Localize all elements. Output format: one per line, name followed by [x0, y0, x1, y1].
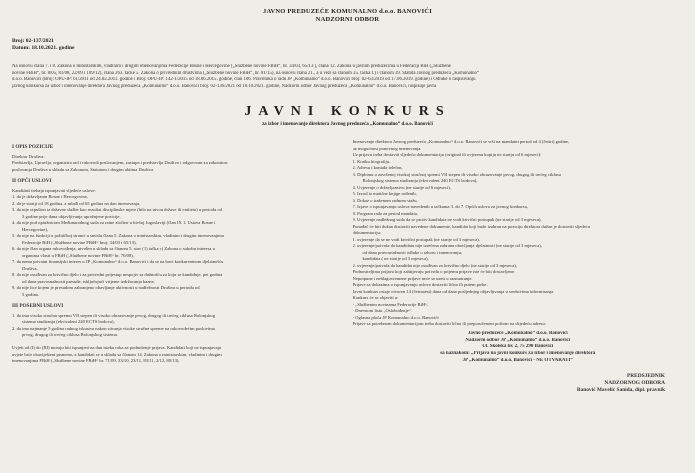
text-line: od dana pravosnažnosti odluke o izboru i imenovanju,	[362, 249, 463, 255]
text-line: Javni konkurs ostaje otvoren 14 (četrnaest) dana od dana posljednjeg objavljivanja u sredstvima informisanja.	[352, 288, 555, 294]
text-line: prvog, drugog ili trećeg ciklusa Bolonjskog sistema.	[22, 332, 118, 338]
reference-block	[12, 38, 683, 52]
text-line: Federacije BiH („Službene novine FBiH“ broj: 34/03 i 65/13),	[22, 239, 137, 245]
text-line: 2. uvjerenje/potvrda da kandidatu nije izrečena zabrana obavljanja djelatnosti (ne starije od 3 mjeseca),	[352, 243, 542, 249]
reference-number: Broj: 02-137/2021	[12, 38, 54, 44]
text-line: kandidata ( ne starije od 3 mjeseca),	[362, 256, 429, 262]
text-line: 1. uvjerenje da se ne vodi krivični postupak (ne starije od 3 mjeseca),	[352, 236, 480, 242]
text-line: - Oglasna ploča JP Komunalno d.o.o. Banovići	[352, 314, 439, 320]
section-general-text	[12, 188, 343, 299]
content-columns	[12, 139, 683, 393]
address-line: sa naznakom: „Prijava na javni konkurs za izbor i imenovanje direktora	[440, 351, 596, 357]
section-heading-general: II OPĆI USLOVI	[12, 178, 52, 185]
intro-line: d.o.o. Banovići (Broj: OPU-IP: 61/2011 od 24.02.2011. godine i Broj: OPU-IP: 142-1/2015 od 18.06.2015. godine, član 106. Pravilnika o radu JP „Komunalno“ d.o.o. Banovići broj: 02-63/2019 od 17.06.2019. godine) i Odluke o raspisivanju	[12, 77, 476, 83]
signature-line: NADZORNOG ODBORA	[604, 379, 665, 386]
text-line: Podnositeljima prijava koji zahtijevaju potvrdu o prijemu prijave iste će biti dostavljene.	[352, 269, 516, 275]
text-line: 9. Uvjerenje nadležnog suda da se protiv kandidata ne vodi krivični postupak (ne starije od 3 mjeseca),	[352, 217, 542, 223]
text-line: 1. Kratku biografiju,	[352, 158, 391, 164]
text-line: 7. da nema privatni finansijski interes u JP „Komunalno“ d.o.o. Banovići i da se na bavi konkurentnom djelatnošću	[12, 259, 224, 265]
text-line: 8. Program rada za period mandata,	[352, 210, 418, 216]
section-heading-special: III POSEBNI USLOVI	[12, 303, 64, 310]
text-line: Hercegovine),	[22, 226, 49, 232]
reference-date: Datum: 18.10.2021. godine	[12, 45, 75, 51]
text-line: 3. da nije otpušten iz državne službe kao rezultat disciplinske mjere (bilo na nivou države ili entiteta) u periodu od	[12, 207, 222, 213]
text-line: 4. da nije pod optužnicom Međunarodnog suda za ratne zločine u bivšoj Jugoslaviji (član IX 1. Ustava Bosne i	[12, 220, 216, 226]
text-line: Bolonjskog sistema studiranja (ekvivalent 240 ECTS bodova),	[362, 178, 478, 184]
company-name: JAVNO PREDUZEĆE KOMUNALNO d.o.o. BANOVIĆI	[263, 8, 432, 15]
text-line: Ponuđač će biti dužan dostaviti navedene dokumente, kandidat koji bude izabran na poziciju direktora dužan je dostaviti sljedeću	[352, 223, 591, 229]
text-line: Društva,	[22, 265, 38, 271]
text-line: Uvjeti od (I) do (III) moraju biti ispunjeni na dan isteka roka za podnošenje prijava. Kandidati koji ne ispunjavaju	[12, 345, 222, 351]
text-line: 2. da ima najmanje 5 godina radnog iskustva nakon sticanja visoke stručne spreme na rukovodećim poslovima	[12, 325, 215, 331]
address-line: JP „Komunalno“ d.o.o. Banovići - NE OTVARATI“	[462, 358, 573, 364]
text-line: Nepotpune i neblagovremene prijave neće se uzeti u razmatranje.	[352, 275, 473, 281]
text-line: uvjete biće obaviješteni pismeno, a kandidati se u skladu sa članom 14. Zakona o ministarskim, vladinim i drugim	[12, 351, 222, 357]
text-line: dokumentaciju:	[352, 230, 382, 236]
text-line: Direktor Društva:	[12, 153, 45, 159]
text-line: 1. da je državljanin Bosne i Hercegovine,	[12, 194, 89, 200]
text-line: 8. da nije osuđivan za krivično djelo i za privredni prijestup nespojiv sa dužnošću za koju se kandiduje, pet godina	[12, 272, 223, 278]
board-name: NADZORNI ODBOR	[315, 16, 380, 23]
text-line: 9. da nije lice kojem je presudom zabranjeno obavljanje aktivnosti u nadležnosti Društva u periodu od	[12, 285, 200, 291]
signature-line: PREDSJEDNIK	[626, 372, 665, 379]
text-line: 5 godina.	[22, 291, 40, 297]
text-line: Konkurs će se objaviti u:	[352, 295, 399, 301]
text-line: Imenovanje direktora Javnog preduzeća „Komunalno“ d.o.o. Banovići se vrši na mandatni period od 4 (četiri) godine,	[352, 139, 570, 145]
text-line: 6. Dokaz o traženom radnom stažu,	[352, 197, 418, 203]
text-line: 6. da nije član organa rukovođenja, utvrđen u skladu sa članom 5. stav (1) tačka c) Zakona o sukobu interesa u	[12, 246, 215, 252]
section-position-text	[12, 154, 343, 174]
text-line: 5. Izvod iz matične knjige rođenih,	[352, 191, 417, 197]
section-special-text	[12, 313, 343, 365]
text-line: uz mogućnost ponovnog imenovanja.	[352, 145, 422, 151]
text-line: Predstavlja, Upravlja, organizira rad i rukovodi poslovanjem, zastupa i predstavlja Društvo i odgovoran za zakonitost	[12, 160, 228, 166]
text-line: Prijave sa dokazima o ispunjavanju uslova dostaviti lično ili putem pošte.	[352, 282, 488, 288]
address-line: Nadzorni odbor JP „Komunalno“ d.o.o. Banovići	[465, 337, 571, 343]
intro-line: novine FBiH“, br. 8/05, 81/08, 22/09 i 109/12), člana 263. tačke 5. Zakona o privrednim društvima („Službene novine FBiH“, br. 81/15), na osnovu člana 21., a u vezi sa članom 35. tačka f.) i članom 39. Statuta Javnog preduzeća „Komunalno“	[12, 70, 480, 76]
header	[12, 8, 683, 24]
text-line: sistema studiranja (ekvivalent 240 ECTS bodova),	[22, 319, 115, 325]
text-line: Uz prijavu treba dostaviti sljedeću dokumentaciju (original ili ovjerenu kopiju ne stariju od 6 mjeseci):	[352, 152, 542, 158]
text-line: 3 godine prije dana objavljivanja upražnjene pozicije,	[22, 213, 121, 219]
right-column	[353, 139, 684, 393]
text-line: - „Službenim novinama Federacije BiH“,	[352, 301, 429, 307]
text-line: od dana pravosnažnosti presude, isključujući vrijeme izdržavanja kazne,	[22, 278, 155, 284]
right-column-text	[353, 139, 684, 328]
text-line: organima vlasti u FBiH („Službene novine FBiH“ br. 70/08),	[22, 252, 134, 258]
text-line: imenovanjima FBiH („Službene novine FBiH“ br. 71/09, 33/10, 23/11, 83/11, 2/12, 80/13).	[12, 358, 180, 364]
text-line: 2. uvjerenje/potvrda da kandidat nije osuđivan za krivično djelo (ne starije od 3 mjeseca),	[352, 262, 517, 268]
text-line: 2. Adresu i kontakt telefon,	[352, 165, 403, 171]
signature-block	[353, 373, 684, 394]
document-title: JAVNI KONKURS	[244, 104, 451, 120]
intro-line: javnog konkursa za izbor i imenovanje direktora Javnog preduzeća „Komunalno“ d.o.o. Banovići broj: 02-136/2021 od 18.10.2021. godine, Nadzorni odbor Javnog preduzeća „Komunalno“ d.o.o. Banovići, raspisuje javni	[12, 83, 437, 89]
legal-intro	[12, 64, 683, 90]
text-line: 2. da je stariji od 18 godina, a mlađi od 65 godina na dan imenovanja,	[12, 200, 141, 206]
text-line: 3. Diplomu o završenoj visokoj stručnoj spremi VII stepen ili visoko obrazovanje prvog, drugog ili trećeg ciklusa	[352, 171, 561, 177]
intro-line: Na osnovu člana 7. i 8. Zakona o ministarskim, vladinim i drugim imenovanjima Federacije Bosne i Hercegovine („Službene novine FBiH“, br. 34/03, 65/13 ), člana 12. Zakona o javnim preduzećima u Federaciji BiH („Službene	[12, 64, 451, 69]
address-line: Javno preduzeće „Komunalno“ d.o.o. Banovići	[467, 330, 568, 336]
text-line: - Dnevnom listu „Oslobođenje“	[352, 308, 411, 314]
section-heading-position: I OPIS POZICIJE	[12, 144, 54, 151]
left-column	[12, 139, 343, 393]
text-line: Kandidati trebaju ispunjavati sljedeće uslove:	[12, 187, 96, 193]
text-line: poslovanja Društva u skladu sa Zakonom, Statutom i drugim aktima Društva.	[12, 166, 155, 172]
text-line: Prijave sa potrebnom dokumentacijom treba dostaviti lično ili preporučenom poštom na slijedeću adresu:	[352, 321, 546, 327]
text-line: 5. da nije na funkciji u političkoj stranci u smislu člana 5. Zakona o ministarskim, vladinim i drugim imenovanjima	[12, 233, 224, 239]
text-line: 7. Izjave o ispunjavanju uslova navedenih u tačkama 3. do 7. Općih uslova za javnog konkursa,	[352, 204, 528, 210]
text-line: 4. Uvjerenje o državljanstvu (ne starije od 6 mjeseci),	[352, 184, 451, 190]
text-line: 1. da ima visoku stručnu spremu VII stepen ili visoko obrazovanje prvog, drugog ili trećeg ciklusa Bolonjskog	[12, 312, 216, 318]
address-line: Ul. Školska br. 2, 75 290 Banovići	[482, 344, 554, 350]
submission-address	[353, 331, 684, 365]
signature-line: Banović Mavelić Sanida, dipl. pravnik	[576, 386, 665, 393]
document-subtitle: za izbor i imenovanje direktora Javnog preduzeća „Komunalno“ d.o.o. Banovići	[262, 122, 433, 128]
